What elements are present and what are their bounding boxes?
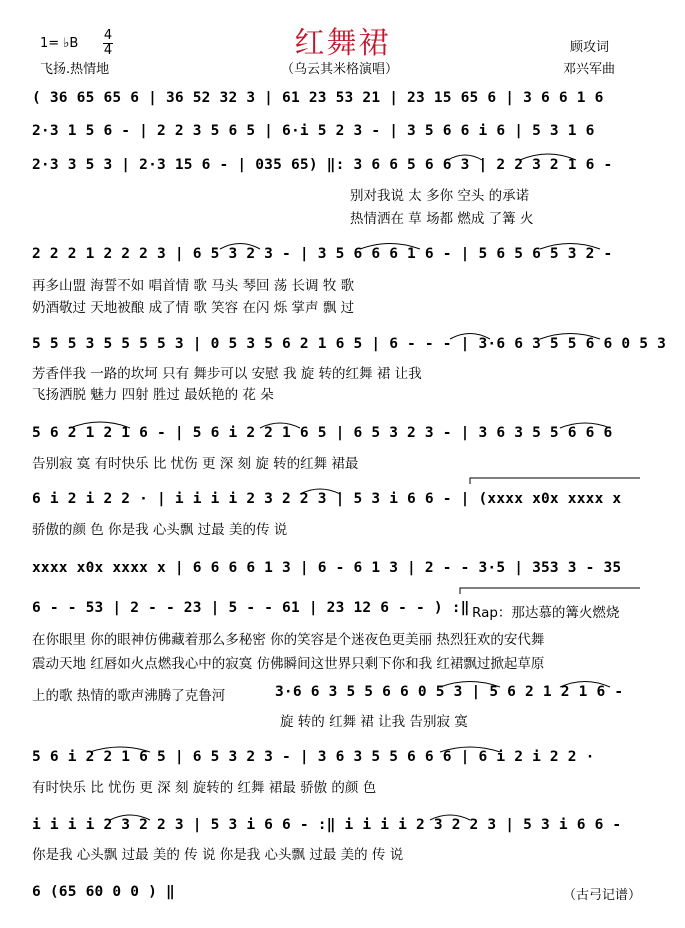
time-bottom: 4 — [103, 43, 113, 58]
composer: 邓兴军曲 — [563, 62, 616, 77]
score-row-1: ( 36 65 65 6 | 36 52 32 3 | 61 23 53 21 | 23 15 65 6 | 3 6 6 1 6 — [32, 90, 604, 106]
score-row-10: 3·6 6 3 5 5 6 6 0 5 3 | 5 6 2 1 2 1 6 - — [275, 684, 624, 700]
lyrics-row-10: 旋 转的 红舞 裙 让我 告别寂 寞 — [280, 714, 468, 730]
lyricist: 顾攻词 — [570, 40, 610, 55]
score-row-13: 6 (65 60 0 0 ) ‖ — [32, 884, 175, 900]
score-row-11: 5 6 i 2 2 1 6 5 | 6 5 3 2 3 - | 3 6 3 5 5 6 6 6 | 6 i 2 i 2 2 · — [32, 749, 595, 765]
score-row-5: 5 5 5 3 5 5 5 5 3 | 0 5 3 5 6 2 1 6 5 | 6 - - - | 3·6 6 3 5 5 6 6 0 5 3 — [32, 336, 667, 352]
song-title: 红舞裙 — [294, 26, 391, 61]
lyrics-row-4-verse-2: 奶酒敬过 天地被酿 成了情 歌 笑容 在闪 烁 掌声 飘 过 — [32, 300, 355, 316]
lyrics-row-6: 告别寂 寞 有时快乐 比 忧伤 更 深 刻 旋 转的红舞 裙最 — [32, 456, 359, 472]
lyrics-row-3-verse-2: 热情洒在 草 场都 燃成 了篝 火 — [350, 211, 534, 227]
tempo-marking: 飞扬.热情地 — [40, 62, 110, 77]
score-row-7: 6 i 2 i 2 2 · | i i i i 2 3 2 2 3 | 5 3 i 6 6 - | (xxxx x0x xxxx x — [32, 491, 622, 507]
score-row-12: i i i i 2 3 2 2 3 | 5 3 i 6 6 - :‖ i i i i 2 3 2 2 3 | 5 3 i 6 6 - — [32, 817, 622, 833]
rap-label: Rap：那达慕的篝火燃烧 — [472, 605, 620, 621]
lyrics-row-5-verse-2: 飞扬洒脱 魅力 四射 胜过 最妖艳的 花 朵 — [32, 387, 274, 403]
volta-1 — [470, 478, 640, 484]
lyrics-row-3-verse-1: 别对我说 太 多你 空头 的承诺 — [350, 188, 530, 204]
rap-line-1: 在你眼里 你的眼神仿佛藏着那么多秘密 你的笑容是个迷夜色更美丽 热烈狂欢的安代舞 — [32, 632, 545, 648]
score-row-4: 2 2 2 1 2 2 2 3 | 6 5 3 2 3 - | 3 5 6 6 6 1 6 - | 5 6 5 6 5 3 2 - — [32, 246, 613, 262]
performer-credit: （乌云其米格演唱） — [281, 62, 399, 77]
key-signature: 1= ♭B — [40, 36, 79, 51]
lyrics-row-5-verse-1: 芳香伴我 一路的坎坷 只有 舞步可以 安慰 我 旋 转的红舞 裙 让我 — [32, 366, 422, 382]
score-row-3: 2·3 3 5 3 | 2·3 15 6 - | 035 65) ‖: 3 6 6 5 6 6 3 | 2 2 3 2 1 6 - — [32, 157, 613, 173]
score-row-9: 6 - - 53 | 2 - - 23 | 5 - - 61 | 23 12 6 - - ) :‖ — [32, 600, 470, 616]
lyrics-row-12: 你是我 心头飘 过最 美的 传 说 你是我 心头飘 过最 美的 传 说 — [32, 847, 404, 863]
transcriber-credit: （古弓记谱） — [563, 888, 642, 903]
volta-2 — [460, 588, 640, 594]
lyrics-row-4-verse-1: 再多山盟 海誓不如 唱首情 歌 马头 琴回 荡 长调 牧 歌 — [32, 278, 355, 294]
score-row-6: 5 6 2 1 2 1 6 - | 5 6 i 2 2 1 6 5 | 6 5 3 2 3 - | 3 6 3 5 5 6 6 6 — [32, 425, 613, 441]
score-row-2: 2·3 1 5 6 - | 2 2 3 5 6 5 | 6·i 5 2 3 - | 3 5 6 6 i 6 | 5 3 1 6 — [32, 123, 595, 139]
rap-line-2: 震动天地 红唇如火点燃我心中的寂寞 仿佛瞬间这世界只剩下你和我 红裙飘过掀起草原 — [32, 656, 545, 672]
lyrics-row-11: 有时快乐 比 忧伤 更 深 刻 旋转的 红舞 裙最 骄傲 的颜 色 — [32, 780, 377, 796]
score-row-8: xxxx x0x xxxx x | 6 6 6 6 1 3 | 6 - 6 1 3 | 2 - - 3·5 | 353 3 - 35 — [32, 560, 622, 576]
lyrics-row-7: 骄傲的颜 色 你是我 心头飘 过最 美的传 说 — [32, 522, 288, 538]
time-top: 4 — [103, 28, 113, 43]
rap-line-3: 上的歌 热情的歌声沸腾了克鲁河 — [32, 688, 226, 704]
